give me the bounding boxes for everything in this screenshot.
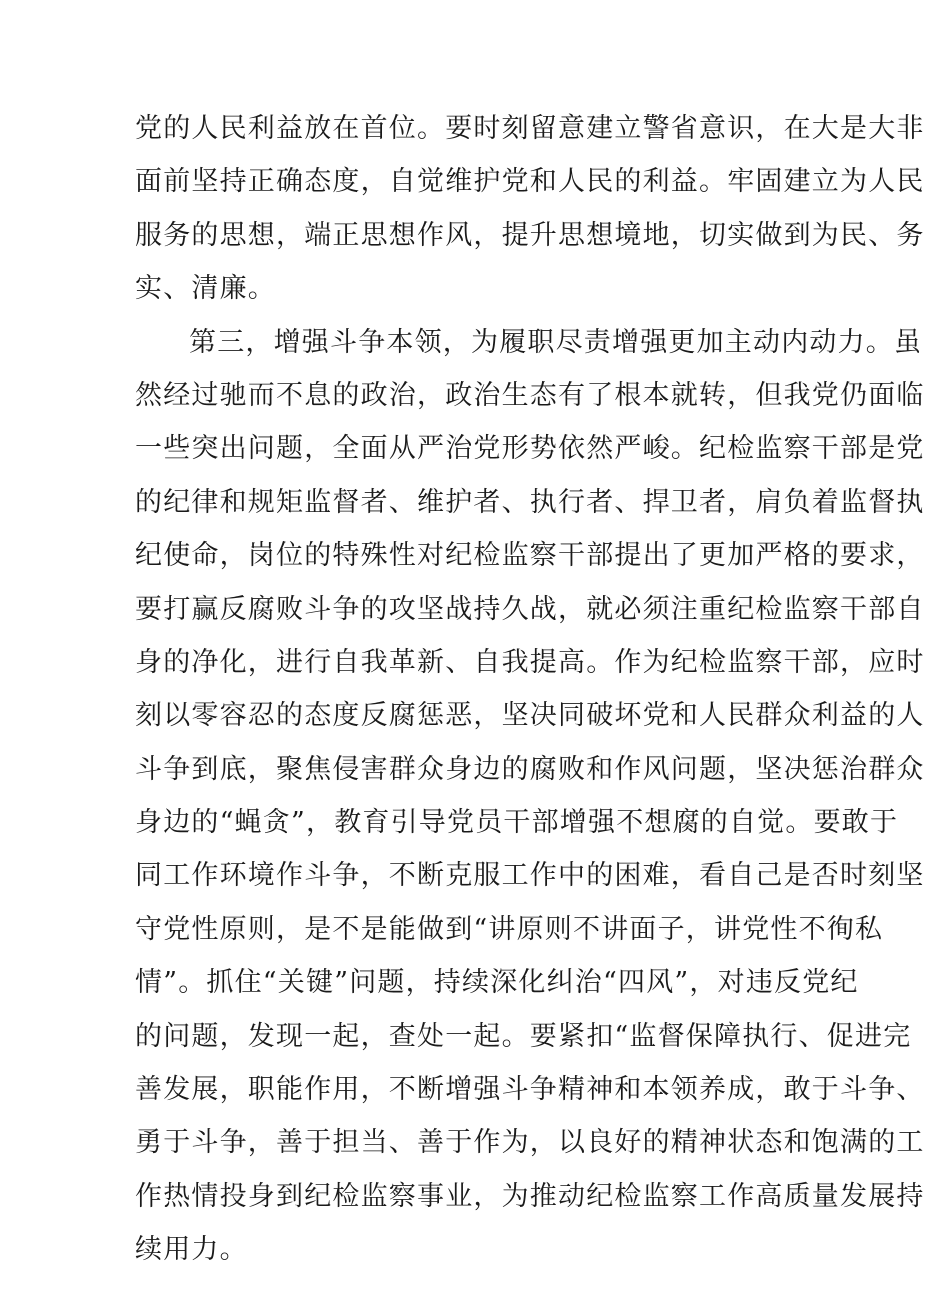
text-line: 善发展，职能作用，不断增强斗争精神和本领养成，敢于斗争、 [135,1074,925,1106]
text-line: 守党性原则，是不是能做到“讲原则不讲面子，讲党性不徇私 [135,913,884,945]
text-line: 刻以零容忍的态度反腐惩恶，坚决同破坏党和人民群众利益的人 [135,700,925,732]
text-line: 续用力。 [135,1234,248,1266]
text-line: 面前坚持正确态度，自觉维护党和人民的利益。牢固建立为人民 [135,166,925,198]
text-line: 勇于斗争，善于担当、善于作为，以良好的精神状态和饱满的工 [135,1127,925,1159]
text-line: 实、清廉。 [135,273,276,305]
text-line: 要打赢反腐败斗争的攻坚战持久战，就必须注重纪检监察干部自 [135,593,925,625]
text-line: 同工作环境作斗争，不断克服工作中的困难，看自己是否时刻坚 [135,860,925,892]
text-line: 的问题，发现一起，查处一起。要紧扣“监督保障执行、促进完 [135,1020,912,1052]
text-line: 的纪律和规矩监督者、维护者、执行者、捍卫者，肩负着监督执 [135,486,925,518]
text-line: 身的净化，进行自我革新、自我提高。作为纪检监察干部，应时 [135,646,925,678]
document-body [135,102,925,1277]
text-line: 然经过驰而不息的政治，政治生态有了根本就转，但我党仍面临 [135,379,925,411]
text-line: 服务的思想，端正思想作风，提升思想境地，切实做到为民、务 [135,219,925,251]
paragraph-first-line: 第三，增强斗争本领，为履职尽责增强更加主动内动力。虽 [189,326,923,358]
text-line: 党的人民利益放在首位。要时刻留意建立警省意识，在大是大非 [135,113,925,144]
text-line: 身边的“蝇贪”，教育引导党员干部增强不想腐的自觉。要敢于 [135,807,899,839]
text-line: 斗争到底，聚焦侵害群众身边的腐败和作风问题，坚决惩治群众 [135,753,925,785]
text-line: 一些突出问题，全面从严治党形势依然严峻。纪检监察干部是党 [135,433,925,465]
text-line: 作热情投身到纪检监察事业，为推动纪检监察工作高质量发展持 [135,1180,925,1212]
text-line: 情”。抓住“关键”问题，持续深化纠治“四风”，对违反党纪 [135,967,859,999]
text-line: 纪使命，岗位的特殊性对纪检监察干部提出了更加严格的要求， [135,540,925,572]
